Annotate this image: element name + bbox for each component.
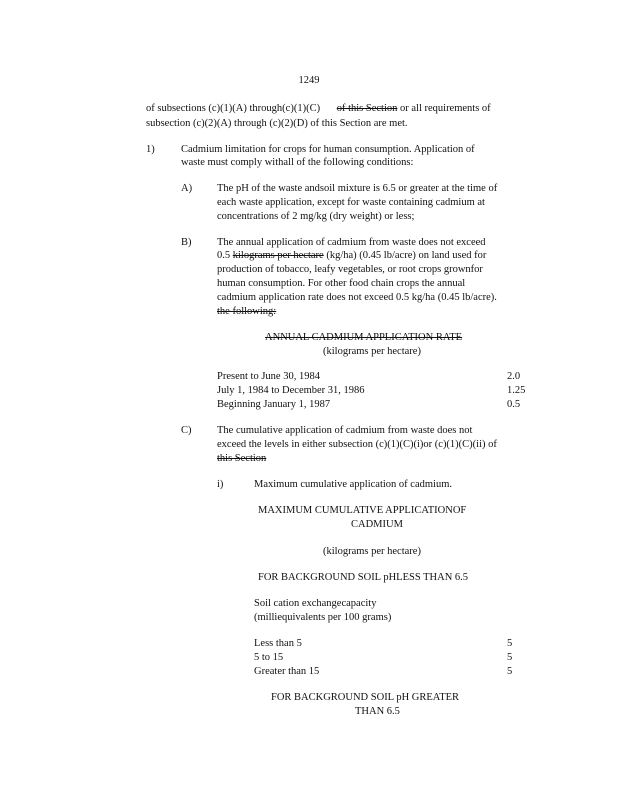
intro-struck-text: of this Section xyxy=(336,103,398,114)
item-1-number: 1) xyxy=(146,144,155,155)
item-b-line-2 xyxy=(217,249,486,262)
table-2-title-line-1: MAXIMUM CUMULATIVE APPLICATIONOF xyxy=(258,505,467,516)
table-2-row-3-value: 5 xyxy=(507,666,513,677)
item-b-label: B) xyxy=(181,237,192,248)
table-1-subtitle: (kilograms per hectare) xyxy=(323,346,421,357)
table-1-row-1-label: Present to June 30, 1984 xyxy=(217,371,320,382)
table-2-column-label-1: Soil cation exchangecapacity xyxy=(254,598,377,609)
item-c-i-text: Maximum cumulative application of cadmium. xyxy=(254,479,452,490)
table-2-title-line-2: CADMIUM xyxy=(351,519,403,530)
item-b-text-b: (kg/ha) (0.45 lb/acre) on land used for xyxy=(326,250,487,261)
intro-line-2: subsection (c)(2)(A) through (c)(2)(D) of this Section are met. xyxy=(146,118,408,129)
intro-text-b: or all requirements of xyxy=(400,103,491,114)
table-2-row-1-label: Less than 5 xyxy=(254,638,302,649)
table-2-section-2-heading-line-2: THAN 6.5 xyxy=(355,706,400,717)
table-1-row-3-value: 0.5 xyxy=(507,399,521,410)
table-1-row-2-value: 1.25 xyxy=(507,385,526,396)
intro-text-a: of subsections (c)(1)(A) through(c)(1)(C) xyxy=(146,103,321,114)
item-c-line-2: exceed the levels in either subsection (c)(1)(C)(i)or (c)(1)(C)(ii) of xyxy=(217,439,497,450)
item-1-line-2: waste must comply withall of the following conditions: xyxy=(181,157,414,168)
table-1-title-struck: ANNUAL CADMIUM APPLICATION RATE xyxy=(265,332,463,343)
item-b-line-5: cadmium application rate does not exceed 0.5 kg/ha (0.45 lb/acre). xyxy=(217,292,497,303)
item-b-line-1: The annual application of cadmium from waste does not exceed xyxy=(217,237,486,248)
item-b-text-a: 0.5 xyxy=(217,250,231,261)
table-2-row-3-label: Greater than 15 xyxy=(254,666,320,677)
item-b-struck-text: kilograms per hectare xyxy=(232,250,324,261)
table-2-section-heading: FOR BACKGROUND SOIL pHLESS THAN 6.5 xyxy=(258,572,469,583)
table-1-row-1-value: 2.0 xyxy=(507,371,521,382)
item-b-line-6-struck: the following: xyxy=(217,306,277,317)
item-c-i-label: i) xyxy=(217,479,224,490)
table-2-row-1-value: 5 xyxy=(507,638,513,649)
item-1-line-1: Cadmium limitation for crops for human consumption. Application of xyxy=(181,144,475,155)
intro-line-1 xyxy=(146,102,491,115)
table-2-subtitle: (kilograms per hectare) xyxy=(323,546,421,557)
page-number: 1249 xyxy=(298,75,320,86)
item-c-label: C) xyxy=(181,425,192,436)
table-1-row-3-label: Beginning January 1, 1987 xyxy=(217,399,331,410)
table-1-row-2-label: July 1, 1984 to December 31, 1986 xyxy=(217,385,365,396)
table-2-section-2-heading-line-1: FOR BACKGROUND SOIL pH GREATER xyxy=(271,692,460,703)
item-a-label: A) xyxy=(181,183,193,194)
table-2-row-2-value: 5 xyxy=(507,652,513,663)
item-c-line-3-struck: this Section xyxy=(217,453,267,464)
table-2-column-label-2: (milliequivalents per 100 grams) xyxy=(254,612,392,623)
table-2-row-2-label: 5 to 15 xyxy=(254,652,284,663)
item-b-line-4: human consumption. For other food chain crops the annual xyxy=(217,278,466,289)
item-b-line-3: production of tobacco, leafy vegetables, or root crops grownfor xyxy=(217,264,483,275)
item-a-line-2: each waste application, except for waste containing cadmium at xyxy=(217,197,485,208)
item-c-line-1: The cumulative application of cadmium from waste does not xyxy=(217,425,473,436)
item-a-line-1: The pH of the waste andsoil mixture is 6.5 or greater at the time of xyxy=(217,183,498,194)
item-a-line-3: concentrations of 2 mg/kg (dry weight) or less; xyxy=(217,211,415,222)
